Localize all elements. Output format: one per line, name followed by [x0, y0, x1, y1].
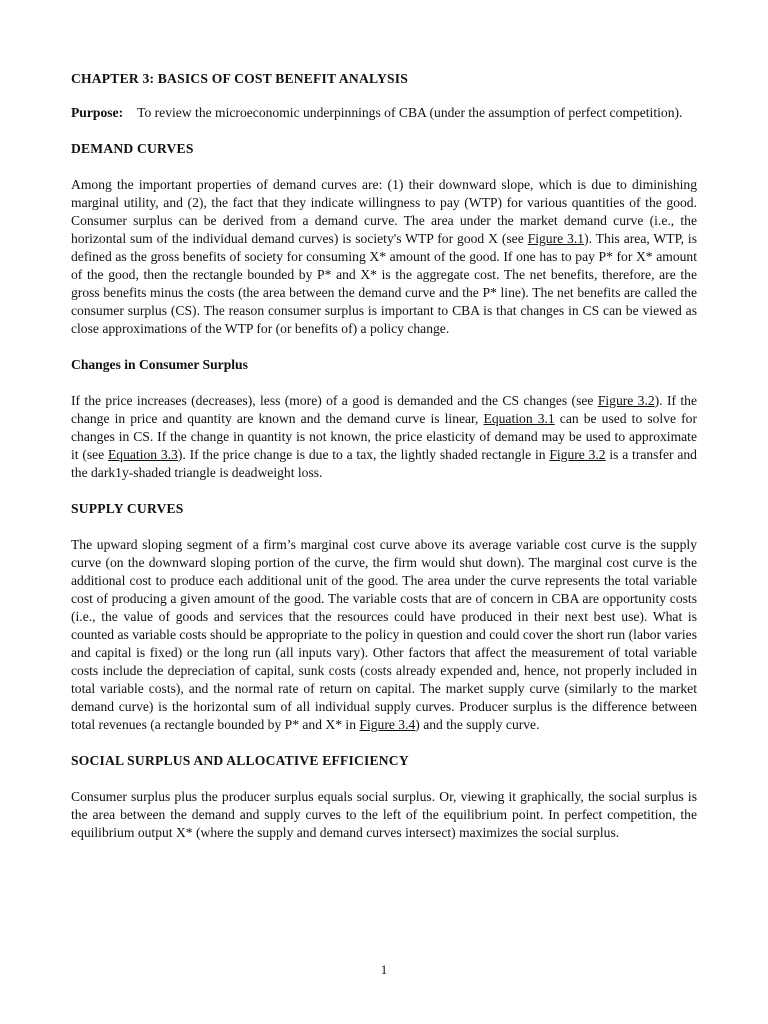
figure-3-1-link[interactable]: Figure 3.1: [527, 231, 585, 246]
changes-cs-text-e: is a transfer and the dark1y-shaded triangle is deadweight loss.: [71, 447, 697, 480]
supply-paragraph: [71, 536, 697, 734]
supply-text-b: ) and the supply curve.: [415, 717, 540, 732]
page-number: 1: [380, 962, 388, 977]
supply-text-a: The upward sloping segment of a firm’s marginal cost curve above its average variable cost curve is the supply curve (on the downward sloping portion of the curve, the firm would shut down). The marginal cost curve is the additional cost to produce each additional unit of the good. The area under the curve represents the total variable cost of producing a given amount of the good. The variable costs that are of concern in CBA are opportunity costs (i.e., the value of goods and services that the resources could have produced in their next best use). What is counted as variable costs should be appropriate to the policy in question and could cover the short run (labor varies and capital is fixed) or the long run (all inputs vary). Other factors that affect the measurement of total variable costs include the depreciation of capital, sunk costs (costs already expended and, hence, not properly included in total variable costs), and the normal rate of return on capital. The market supply curve (similarly to the market demand curve) is the horizontal sum of all individual supply curves. Producer surplus is the difference between total revenues (a rectangle bounded by P* and X* in: [71, 537, 697, 732]
purpose-label: Purpose:: [71, 105, 124, 120]
purpose-text: To review the microeconomic underpinnings of CBA (under the assumption of perfect competition).: [137, 105, 683, 120]
demand-text-1: Among the important properties of demand curves are: (1) their downward slope, which is due to diminishing marginal utility, and (2), the fact that they indicate willingness to pay (WTP) for various quantities of the good. Consumer surplus can be derived from a demand curve. The area under the market demand curve (i.e., the horizontal sum of the individual demand curves) is society's WTP for good X (see: [71, 177, 697, 246]
equation-3-1-link[interactable]: Equation 3.1: [483, 411, 555, 426]
figure-3-2-link-second[interactable]: Figure 3.2: [549, 447, 606, 462]
figure-3-4-link[interactable]: Figure 3.4: [359, 717, 416, 732]
changes-cs-text-c: can be used to solve for changes in CS. If the change in quantity is not known, the price elasticity of demand may be used to approximate it (see: [71, 411, 697, 462]
social-surplus-heading: SOCIAL SURPLUS AND ALLOCATIVE EFFICIENCY: [71, 753, 409, 768]
demand-curves-heading: DEMAND CURVES: [71, 141, 194, 156]
equation-3-3-link[interactable]: Equation 3.3: [108, 447, 178, 462]
supply-curves-heading: SUPPLY CURVES: [71, 501, 184, 516]
changes-cs-text-d: ). If the price change is due to a tax, the lightly shaded rectangle in: [177, 447, 550, 462]
chapter-title: CHAPTER 3: BASICS OF COST BENEFIT ANALYSIS: [71, 71, 409, 86]
changes-cs-text-a: If the price increases (decreases), less (more) of a good is demanded and the CS changes (see: [71, 393, 598, 408]
changes-cs-text-b: ). If the change in price and quantity are known and the demand curve is linear,: [71, 393, 697, 426]
purpose-paragraph: [71, 104, 697, 122]
changes-in-consumer-surplus-heading: Changes in Consumer Surplus: [71, 357, 248, 372]
changes-cs-paragraph: [71, 392, 697, 482]
demand-text-2: ). This area, WTP, is defined as the gross benefits of society for consuming X* amount of the good. If one has to pay P* for X* amount of the good, then the rectangle bounded by P* and X* is the aggregate cost. The net benefits, therefore, are the gross benefits minus the costs (the area between the demand curve and the P* line). The net benefits are called the consumer surplus (CS). The reason consumer surplus is important to CBA is that changes in CS can be viewed as close approximations of the WTP for (or benefits of) a policy change.: [71, 231, 697, 336]
figure-3-2-link[interactable]: Figure 3.2: [597, 393, 655, 408]
page-content: [71, 70, 697, 842]
social-surplus-paragraph: Consumer surplus plus the producer surplus equals social surplus. Or, viewing it graphically, the social surplus is the area between the demand and supply curves to the left of the equilibrium point. In perfect competition, the equilibrium output X* (where the supply and demand curves intersect) maximizes the social surplus.: [71, 789, 697, 840]
demand-paragraph: [71, 176, 697, 338]
